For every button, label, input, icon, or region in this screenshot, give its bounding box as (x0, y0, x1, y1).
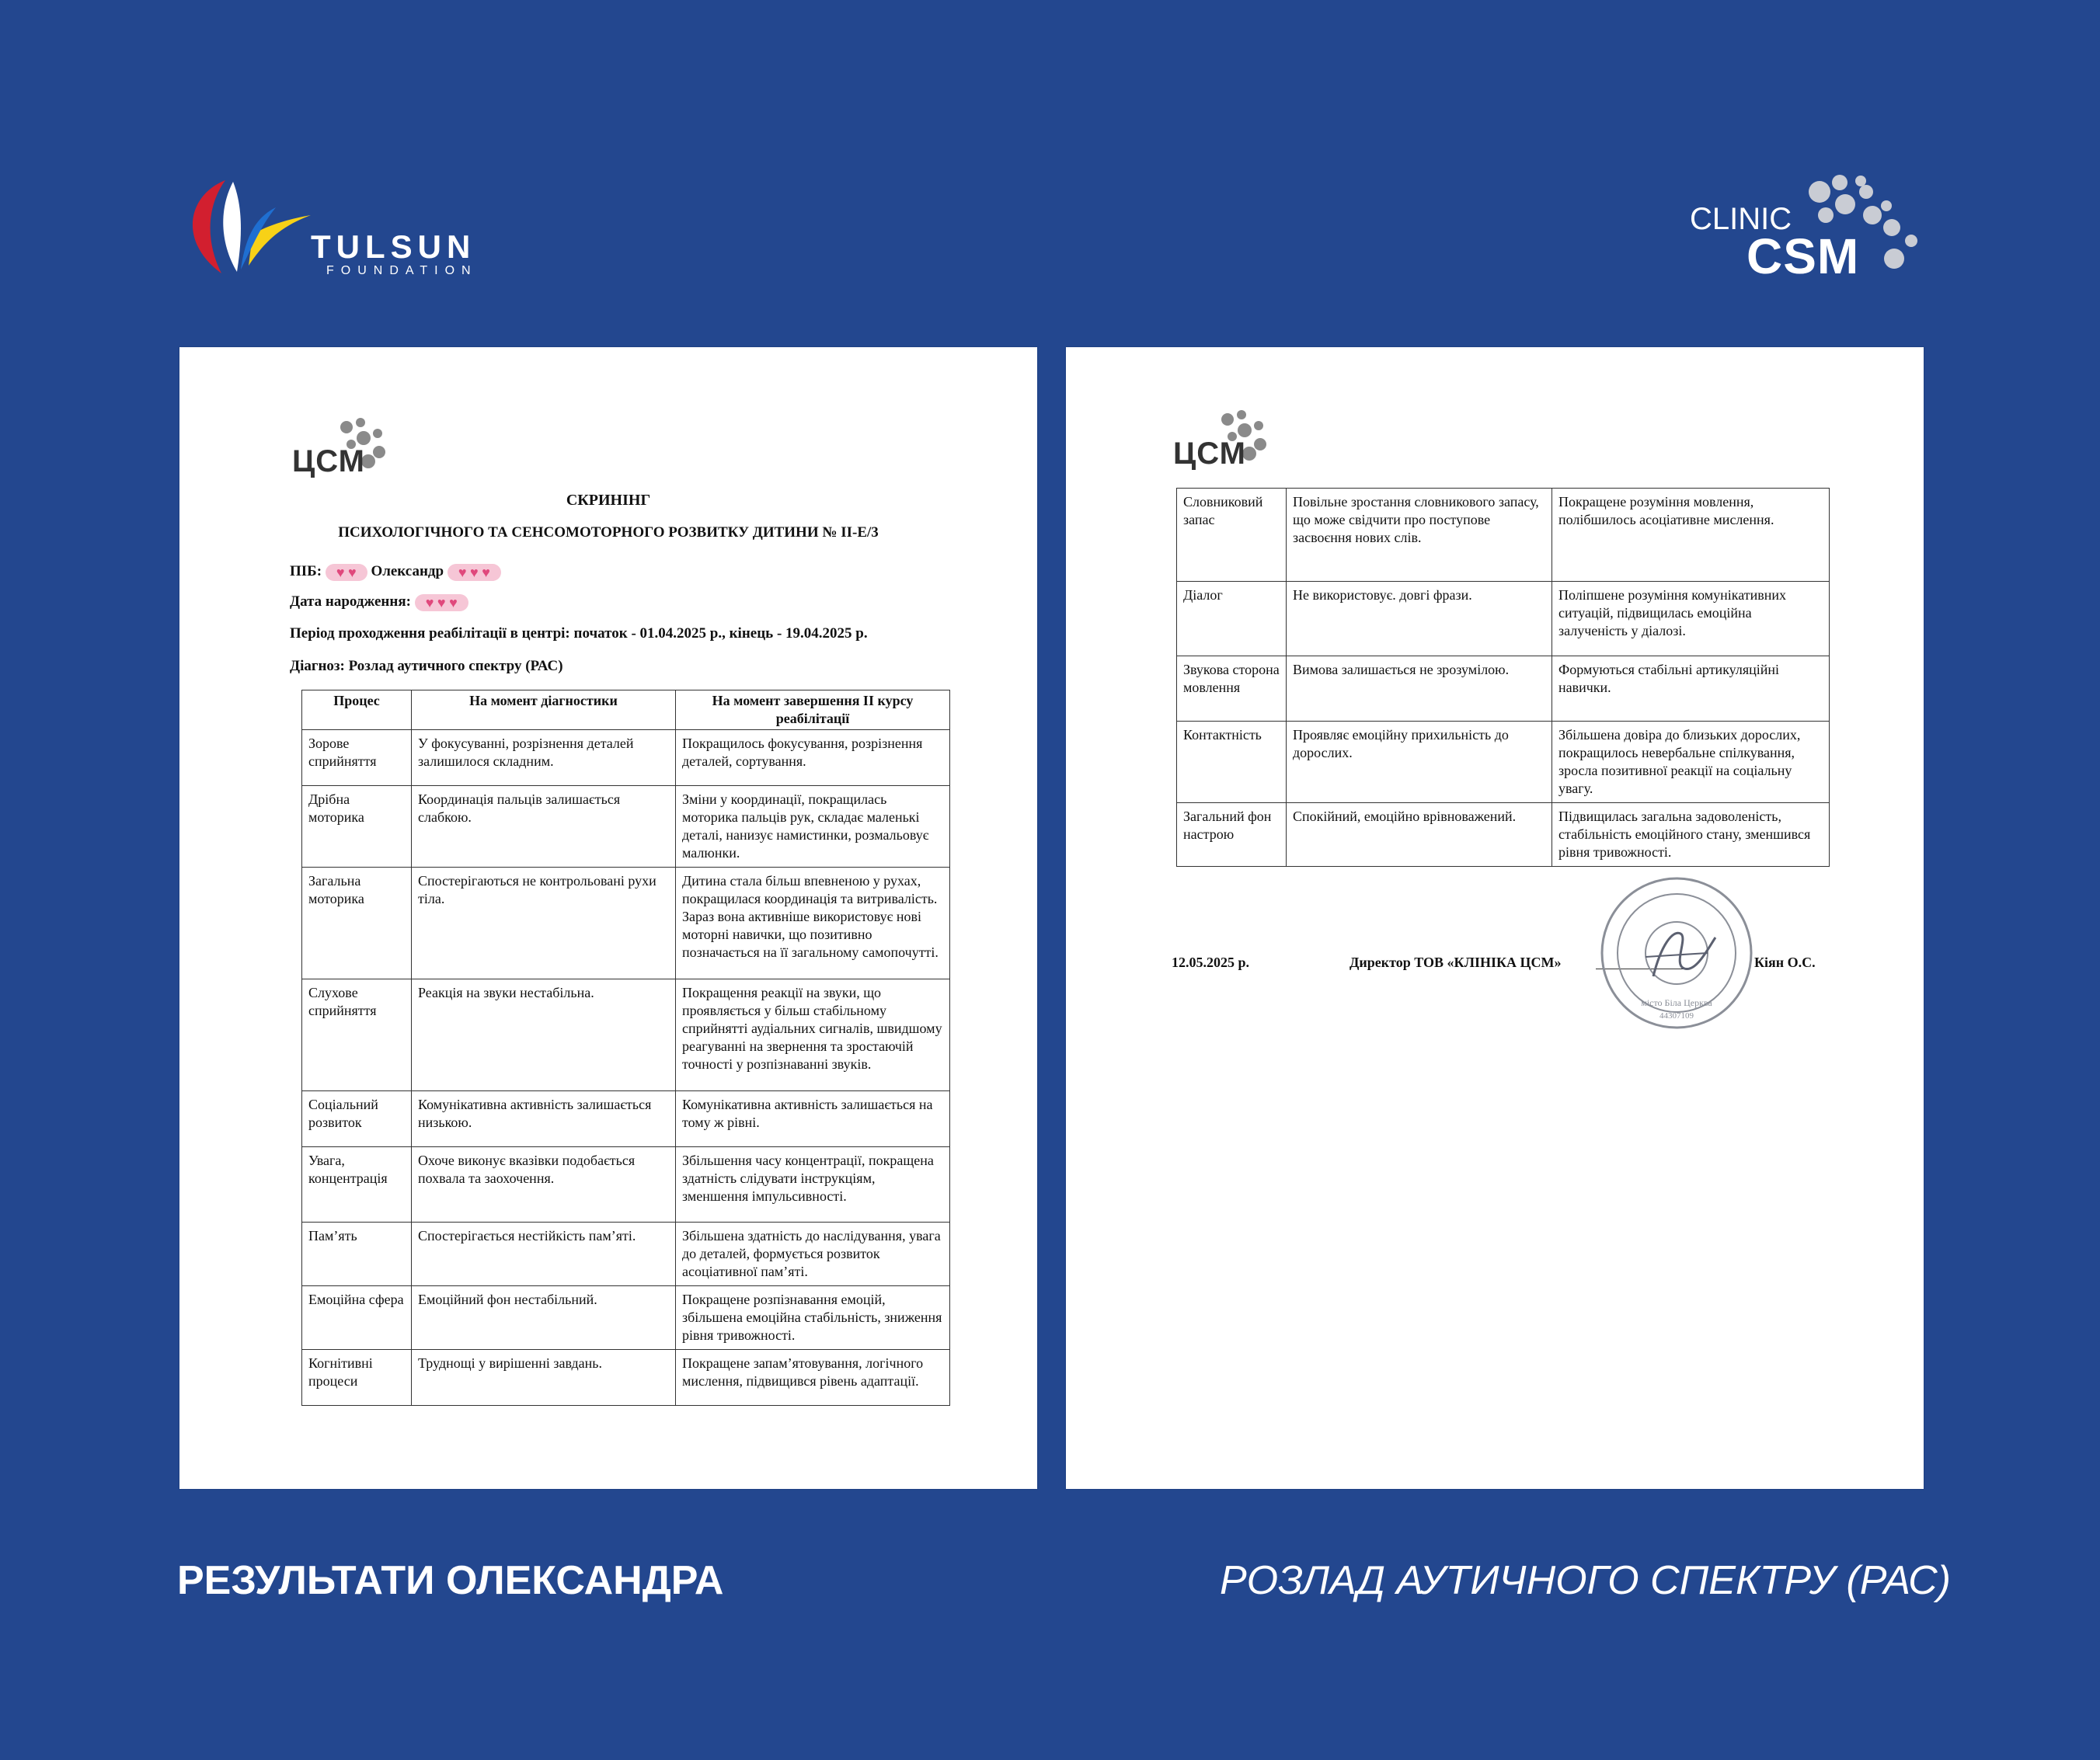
header-completion: На момент завершення ІІ курсу реабілітації (676, 690, 950, 730)
table-row (302, 1350, 950, 1406)
redacted-patronymic: ♥ ♥ ♥ (448, 564, 501, 581)
cell-before: Комунікативна активність залишається низькою. (412, 1091, 676, 1147)
redacted-surname: ♥ ♥ (326, 564, 367, 581)
table-row (302, 1286, 950, 1350)
csm-wordmark: CSM (1747, 228, 1860, 284)
cell-before: Реакція на звуки нестабільна. (412, 979, 676, 1091)
cell-before: Повільне зростання словникового запасу, що може свідчити про поступове засвоєння нових слів. (1287, 489, 1552, 582)
doc-subtitle: ПСИХОЛОГІЧНОГО ТА СЕНСОМОТОРНОГО РОЗВИТКУ ДИТИНИ № ІІ-Е/3 (338, 524, 879, 541)
birth-field (290, 593, 468, 611)
redacted-birthdate: ♥ ♥ ♥ (415, 594, 468, 611)
name-label: ПІБ: (290, 563, 322, 579)
signature-date: 12.05.2025 р. (1172, 955, 1250, 970)
doc-logo-text-2: ЦСМ (1173, 437, 1246, 471)
cell-process: Увага, концентрація (302, 1147, 412, 1223)
cell-after: Збільшена довіра до близьких дорослих, покращилось невербальне спілкування, зросла позитивної реакції на соціальну увагу. (1552, 722, 1830, 803)
cell-before: У фокусуванні, розрізнення деталей залишилося складним. (412, 730, 676, 786)
table-row (302, 1223, 950, 1286)
cell-after: Покращене розуміння мовлення, полібшилось асоціативне мислення. (1552, 489, 1830, 582)
doc-logo-2 (1173, 413, 1290, 475)
clinic-csm-logo (1686, 167, 1935, 291)
birth-label: Дата народження: (290, 593, 411, 610)
stamp-text: місто Біла Церква (1641, 997, 1712, 1008)
table-header-row (302, 690, 950, 730)
table-row (302, 730, 950, 786)
document-page-2 (1066, 347, 1924, 1489)
screening-table (301, 690, 950, 1406)
cell-before: Спокійний, емоційно врівноважений. (1287, 803, 1552, 867)
cell-before: Проявляє емоційну прихильність до дорослих. (1287, 722, 1552, 803)
cell-process: Пам’ять (302, 1223, 412, 1286)
tulsun-emblem-icon (179, 172, 311, 281)
table-row (1177, 582, 1830, 656)
document-page-1 (179, 347, 1037, 1489)
cell-before: Охоче виконує вказівки подобається похвала та заохочення. (412, 1147, 676, 1223)
doc-logo (292, 421, 409, 483)
cell-process: Слухове сприйняття (302, 979, 412, 1091)
signer-name: Кіян О.С. (1754, 955, 1816, 970)
clinic-wordmark: CLINIC (1690, 202, 1792, 236)
caption-diagnosis: РОЗЛАД АУТИЧНОГО СПЕКТРУ (РАС) (1220, 1558, 1951, 1603)
name-value: Олександр (371, 563, 444, 579)
cell-process: Соціальний розвиток (302, 1091, 412, 1147)
table-row (302, 1147, 950, 1223)
cell-process: Зорове сприйняття (302, 730, 412, 786)
table-row (302, 786, 950, 868)
cell-before: Труднощі у вирішенні завдань. (412, 1350, 676, 1406)
caption-results: РЕЗУЛЬТАТИ ОЛЕКСАНДРА (177, 1558, 724, 1603)
cell-process: Когнітивні процеси (302, 1350, 412, 1406)
table-row (1177, 803, 1830, 867)
cell-before: Спостерігаються не контрольовані рухи тіла. (412, 868, 676, 979)
cell-after: Комунікативна активність залишається на тому ж рівні. (676, 1091, 950, 1147)
cell-process: Емоційна сфера (302, 1286, 412, 1350)
table-row (302, 1091, 950, 1147)
cell-after: Зміни у координації, покращилась моторика пальців рук, складає маленькі деталі, нанизує намистинки, розмальовує малюнки. (676, 786, 950, 868)
tulsun-logo (179, 172, 505, 281)
cell-after: Покращилось фокусування, розрізнення деталей, сортування. (676, 730, 950, 786)
cell-after: Покращене розпізнавання емоцій, збільшена емоційна стабільність, зниження рівня тривожності. (676, 1286, 950, 1350)
diagnosis-line: Діагноз: Розлад аутичного спектру (РАС) (290, 658, 563, 674)
tulsun-wordmark: TULSUN (311, 228, 476, 265)
name-field (290, 563, 501, 581)
cell-process: Звукова сторона мовлення (1177, 656, 1287, 722)
cell-process: Словниковий запас (1177, 489, 1287, 582)
cell-before: Емоційний фон нестабільний. (412, 1286, 676, 1350)
cell-process: Дрібна моторика (302, 786, 412, 868)
period-line: Період проходження реабілітації в центрі: початок - 01.04.2025 р., кінець - 19.04.2025 р. (290, 625, 868, 642)
cell-before: Спостерігається нестійкість пам’яті. (412, 1223, 676, 1286)
cell-after: Формуються стабільні артикуляційні навички. (1552, 656, 1830, 722)
cell-after: Збільшення часу концентрації, покращена здатність слідувати інструкціям, зменшення імпульсивності. (676, 1147, 950, 1223)
cell-process: Діалог (1177, 582, 1287, 656)
cell-before: Вимова залишається не зрозумілою. (1287, 656, 1552, 722)
table-row (1177, 722, 1830, 803)
cell-after: Покращення реакції на звуки, що проявляється у більш стабільному сприйнятті аудіальних сигналів, швидшому реагуванні на звернення та зростаючій точності у розпізнаванні звуків. (676, 979, 950, 1091)
tulsun-subtitle: FOUNDATION (326, 264, 478, 277)
doc-logo-text: ЦСМ (292, 444, 365, 478)
table-row (302, 979, 950, 1091)
table-row (1177, 489, 1830, 582)
header-diagnostics: На момент діагностики (412, 690, 676, 730)
header-process: Процес (302, 690, 412, 730)
official-stamp-icon (1599, 875, 1754, 1031)
cell-after: Покращене запам’ятовування, логічного мислення, підвищився рівень адаптації. (676, 1350, 950, 1406)
cell-before: Координація пальців залишається слабкою. (412, 786, 676, 868)
signer-title: Директор ТОВ «КЛІНІКА ЦСМ» (1350, 955, 1562, 970)
cell-before: Не використовує. довгі фрази. (1287, 582, 1552, 656)
doc-title: СКРИНІНГ (566, 492, 651, 509)
cell-after: Поліпшене розуміння комунікативних ситуацій, підвищилась емоційна залученість у діалозі. (1552, 582, 1830, 656)
stamp-code: 44307109 (1659, 1011, 1694, 1021)
cell-after: Підвищилась загальна задоволеність, стабільність емоційного стану, зменшився рівня тривожності. (1552, 803, 1830, 867)
table-row (302, 868, 950, 979)
cell-process: Контактність (1177, 722, 1287, 803)
cell-after: Збільшена здатність до наслідування, увага до деталей, формується розвиток асоціативної пам’яті. (676, 1223, 950, 1286)
screening-table-continued (1176, 488, 1830, 867)
cell-process: Загальна моторика (302, 868, 412, 979)
cell-after: Дитина стала більш впевненою у рухах, покращилася координація та витривалість. Зараз вона активніше використовує нові моторні навички, що позитивно позначається на її загальному самопочутті. (676, 868, 950, 979)
cell-process: Загальний фон настрою (1177, 803, 1287, 867)
table-row (1177, 656, 1830, 722)
